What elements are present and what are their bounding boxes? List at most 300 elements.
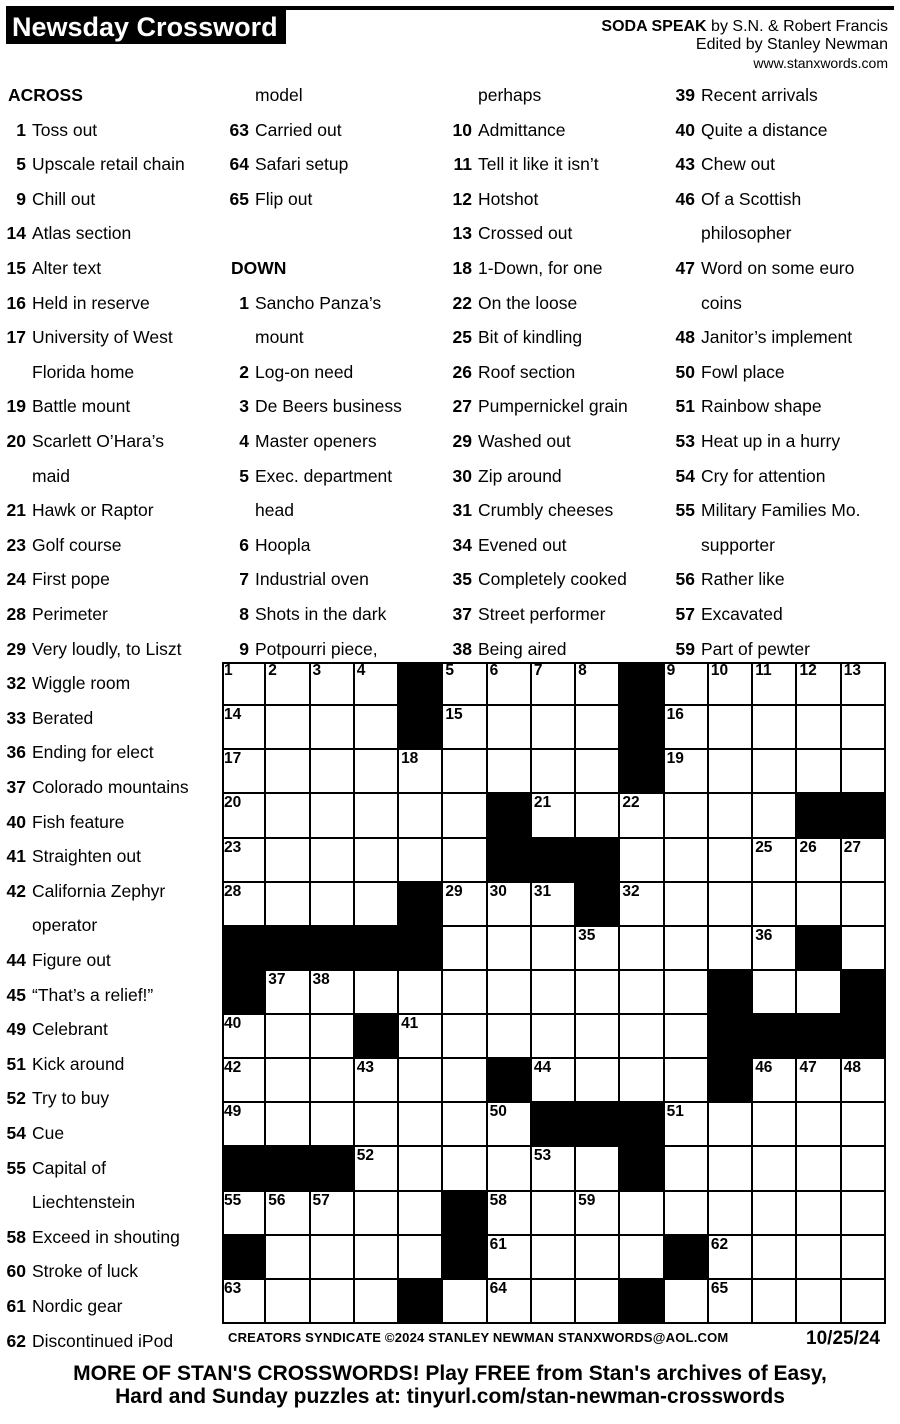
clue bbox=[669, 78, 818, 112]
grid-cell[interactable] bbox=[532, 883, 576, 927]
clue bbox=[446, 216, 572, 250]
grid-cell[interactable] bbox=[797, 662, 841, 706]
cell-number: 41 bbox=[401, 1015, 419, 1033]
clue bbox=[0, 1116, 64, 1150]
grid-cell[interactable] bbox=[842, 1236, 886, 1280]
grid-cell[interactable] bbox=[576, 1236, 620, 1280]
grid-cell[interactable] bbox=[488, 706, 532, 750]
grid-cell[interactable] bbox=[222, 1280, 266, 1324]
grid-cell[interactable] bbox=[753, 750, 797, 794]
clue-text: Figure out bbox=[32, 950, 111, 970]
cell-number: 31 bbox=[533, 882, 552, 900]
grid-cell[interactable] bbox=[532, 927, 576, 971]
grid-cell[interactable] bbox=[576, 794, 620, 838]
grid-cell[interactable] bbox=[620, 1015, 664, 1059]
grid-cell[interactable] bbox=[311, 1280, 355, 1324]
grid-cell[interactable] bbox=[311, 662, 355, 706]
grid-cell[interactable] bbox=[753, 794, 797, 838]
grid-cell[interactable] bbox=[488, 1147, 532, 1191]
grid-cell[interactable] bbox=[355, 1103, 399, 1147]
grid-cell[interactable] bbox=[266, 883, 310, 927]
grid-cell[interactable] bbox=[842, 1103, 886, 1147]
grid-cell[interactable] bbox=[266, 1103, 310, 1147]
cell-number: 11 bbox=[755, 662, 772, 679]
clue bbox=[446, 632, 567, 666]
black-square bbox=[842, 1015, 886, 1059]
grid-cell[interactable] bbox=[443, 662, 487, 706]
grid-cell[interactable] bbox=[665, 1015, 709, 1059]
clue-number: 4 bbox=[239, 431, 249, 451]
grid-cell[interactable] bbox=[266, 1280, 310, 1324]
cell-number: 10 bbox=[710, 662, 729, 679]
grid-cell[interactable] bbox=[266, 662, 310, 706]
grid-cell[interactable] bbox=[753, 1236, 797, 1280]
black-square bbox=[311, 1147, 355, 1191]
black-square bbox=[709, 1059, 753, 1103]
grid-cell[interactable] bbox=[709, 1236, 753, 1280]
cell-number: 42 bbox=[224, 1059, 242, 1077]
grid-cell[interactable] bbox=[753, 1147, 797, 1191]
grid-cell[interactable] bbox=[266, 1059, 310, 1103]
cell-number: 6 bbox=[489, 662, 499, 679]
clue-text: Very loudly, to Liszt bbox=[32, 638, 182, 659]
grid-cell[interactable] bbox=[797, 750, 841, 794]
clue bbox=[0, 597, 108, 631]
grid-cell[interactable] bbox=[532, 1015, 576, 1059]
grid-cell[interactable] bbox=[842, 662, 886, 706]
grid-cell[interactable] bbox=[399, 1192, 443, 1236]
grid-cell[interactable] bbox=[842, 1192, 886, 1236]
grid-cell[interactable] bbox=[753, 1192, 797, 1236]
grid-cell[interactable] bbox=[620, 927, 664, 971]
clue-number: 19 bbox=[6, 396, 26, 417]
grid-cell[interactable] bbox=[355, 971, 399, 1015]
grid-cell[interactable] bbox=[399, 1236, 443, 1280]
cell-number: 35 bbox=[578, 926, 596, 944]
grid-cell[interactable] bbox=[753, 706, 797, 750]
clue-text: Crossed out bbox=[478, 223, 573, 244]
grid-cell[interactable] bbox=[753, 839, 797, 883]
grid-cell[interactable] bbox=[443, 1015, 487, 1059]
grid-cell[interactable] bbox=[266, 1192, 310, 1236]
clue bbox=[0, 147, 185, 181]
grid-cell[interactable] bbox=[797, 1103, 841, 1147]
black-square bbox=[355, 1015, 399, 1059]
grid-cell[interactable] bbox=[443, 1280, 487, 1324]
clue-number: 22 bbox=[452, 292, 472, 313]
clue-number: 35 bbox=[452, 569, 472, 590]
black-square bbox=[620, 1103, 664, 1147]
grid-cell[interactable] bbox=[443, 1103, 487, 1147]
grid-cell[interactable] bbox=[488, 1015, 532, 1059]
grid-cell[interactable] bbox=[311, 794, 355, 838]
grid-cell[interactable] bbox=[399, 1103, 443, 1147]
grid-cell[interactable] bbox=[665, 971, 709, 1015]
grid-cell[interactable] bbox=[266, 706, 310, 750]
grid-cell[interactable] bbox=[311, 1059, 355, 1103]
grid-cell[interactable] bbox=[355, 662, 399, 706]
crossword-grid bbox=[222, 662, 886, 1324]
grid-cell[interactable] bbox=[222, 1059, 266, 1103]
grid-cell[interactable] bbox=[532, 794, 576, 838]
grid-cell[interactable] bbox=[709, 750, 753, 794]
grid-cell[interactable] bbox=[399, 1015, 443, 1059]
grid-cell[interactable] bbox=[753, 1103, 797, 1147]
black-square bbox=[399, 927, 443, 971]
clue-text: Master openers bbox=[255, 431, 377, 451]
grid-cell[interactable] bbox=[797, 1192, 841, 1236]
clue-section-heading: ACROSS bbox=[8, 85, 83, 105]
black-square bbox=[399, 662, 443, 706]
grid-cell[interactable] bbox=[753, 1059, 797, 1103]
grid-cell[interactable] bbox=[753, 1280, 797, 1324]
black-square bbox=[576, 839, 620, 883]
grid-cell[interactable] bbox=[709, 706, 753, 750]
grid-cell[interactable] bbox=[842, 1147, 886, 1191]
syndicate-credit: CREATORS SYNDICATE ©2024 STANLEY NEWMAN STANXWORDS@AOL.COM bbox=[228, 1330, 729, 1345]
grid-cell[interactable] bbox=[665, 1103, 709, 1147]
grid-cell[interactable] bbox=[443, 1147, 487, 1191]
grid-cell[interactable] bbox=[797, 883, 841, 927]
black-square bbox=[576, 1103, 620, 1147]
grid-cell[interactable] bbox=[576, 750, 620, 794]
grid-cell[interactable] bbox=[399, 839, 443, 883]
grid-cell[interactable] bbox=[576, 662, 620, 706]
grid-cell[interactable] bbox=[399, 794, 443, 838]
grid-cell[interactable] bbox=[443, 839, 487, 883]
clue-text: Excavated bbox=[701, 604, 783, 624]
grid-cell[interactable] bbox=[797, 971, 841, 1015]
grid-cell[interactable] bbox=[665, 927, 709, 971]
grid-cell[interactable] bbox=[665, 1059, 709, 1103]
clue bbox=[669, 320, 852, 354]
grid-cell[interactable] bbox=[355, 1236, 399, 1280]
grid-cell[interactable] bbox=[222, 1015, 266, 1059]
grid-cell[interactable] bbox=[576, 1059, 620, 1103]
grid-cell[interactable] bbox=[488, 750, 532, 794]
grid-cell[interactable] bbox=[532, 1192, 576, 1236]
clue bbox=[223, 632, 378, 666]
cell-number: 53 bbox=[533, 1147, 552, 1165]
grid-cell[interactable] bbox=[576, 1192, 620, 1236]
clue-number: 37 bbox=[452, 604, 472, 624]
grid-cell[interactable] bbox=[488, 971, 532, 1015]
grid-cell[interactable] bbox=[532, 1147, 576, 1191]
grid-cell[interactable] bbox=[665, 883, 709, 927]
clue-text: Chew out bbox=[701, 154, 775, 175]
clue-number: 29 bbox=[452, 431, 472, 451]
clue-text: Fowl place bbox=[701, 361, 785, 382]
clue-number: 52 bbox=[6, 1088, 26, 1109]
black-square bbox=[532, 839, 576, 883]
grid-cell[interactable] bbox=[576, 927, 620, 971]
grid-cell[interactable] bbox=[355, 1280, 399, 1324]
grid-cell[interactable] bbox=[709, 1280, 753, 1324]
clue-number: 18 bbox=[452, 258, 472, 278]
grid-cell[interactable] bbox=[266, 839, 310, 883]
clue-text: Crumbly cheeses bbox=[478, 500, 614, 521]
grid-cell[interactable] bbox=[399, 971, 443, 1015]
grid-cell[interactable] bbox=[488, 1103, 532, 1147]
clue-text: Fish feature bbox=[32, 811, 125, 832]
grid-cell[interactable] bbox=[266, 750, 310, 794]
clue-number: 23 bbox=[6, 534, 26, 555]
cell-number: 1 bbox=[224, 662, 233, 679]
cell-number: 47 bbox=[799, 1059, 817, 1077]
grid-cell[interactable] bbox=[576, 706, 620, 750]
clue bbox=[446, 182, 538, 216]
grid-cell[interactable] bbox=[355, 839, 399, 883]
grid-cell[interactable] bbox=[709, 662, 753, 706]
puzzle-name: SODA SPEAK bbox=[601, 18, 707, 35]
cell-number: 61 bbox=[489, 1235, 507, 1253]
clue-number: 13 bbox=[452, 223, 472, 244]
clue bbox=[223, 286, 381, 320]
grid-cell[interactable] bbox=[443, 927, 487, 971]
grid-cell[interactable] bbox=[532, 1280, 576, 1324]
clue-number: 62 bbox=[6, 1330, 26, 1351]
grid-cell[interactable] bbox=[576, 1015, 620, 1059]
cell-number: 57 bbox=[312, 1191, 330, 1209]
grid-cell[interactable] bbox=[620, 1236, 664, 1280]
clue bbox=[223, 182, 312, 216]
grid-cell[interactable] bbox=[665, 839, 709, 883]
grid-cell[interactable] bbox=[488, 927, 532, 971]
clue bbox=[446, 597, 605, 631]
clue-number: 5 bbox=[239, 465, 249, 486]
clue-number: 57 bbox=[675, 604, 695, 624]
cell-number: 4 bbox=[356, 662, 366, 679]
clue-text: “That’s a relief!” bbox=[32, 984, 154, 1005]
grid-cell[interactable] bbox=[222, 794, 266, 838]
grid-cell[interactable] bbox=[709, 794, 753, 838]
grid-cell[interactable] bbox=[355, 706, 399, 750]
clue-number: 48 bbox=[675, 327, 695, 348]
clue-text: Street performer bbox=[478, 604, 606, 624]
grid-cell[interactable] bbox=[355, 794, 399, 838]
grid-cell[interactable] bbox=[488, 662, 532, 706]
grid-cell[interactable] bbox=[665, 1147, 709, 1191]
clue-text: Tell it like it isn’t bbox=[478, 154, 599, 175]
grid-cell[interactable] bbox=[443, 706, 487, 750]
clue bbox=[446, 251, 603, 285]
grid-cell[interactable] bbox=[620, 839, 664, 883]
grid-cell[interactable] bbox=[709, 1192, 753, 1236]
grid-cell[interactable] bbox=[665, 750, 709, 794]
grid-cell[interactable] bbox=[620, 971, 664, 1015]
grid-cell[interactable] bbox=[797, 1059, 841, 1103]
grid-cell[interactable] bbox=[709, 1147, 753, 1191]
clue bbox=[0, 1047, 124, 1081]
clue-text: Straighten out bbox=[32, 846, 141, 867]
cell-number: 9 bbox=[666, 662, 676, 679]
grid-cell[interactable] bbox=[842, 1059, 886, 1103]
grid-cell[interactable] bbox=[443, 1059, 487, 1103]
clue-text: Bit of kindling bbox=[478, 327, 583, 348]
clue-text: Scarlett O’Hara’s bbox=[32, 431, 164, 451]
clue-text: Word on some euro bbox=[701, 258, 855, 278]
grid-cell[interactable] bbox=[665, 706, 709, 750]
grid-cell[interactable] bbox=[222, 839, 266, 883]
clue-text: Heat up in a hurry bbox=[701, 431, 841, 451]
grid-cell[interactable] bbox=[709, 839, 753, 883]
black-square bbox=[842, 971, 886, 1015]
grid-cell[interactable] bbox=[488, 1192, 532, 1236]
grid-cell[interactable] bbox=[797, 1236, 841, 1280]
grid-cell[interactable] bbox=[665, 662, 709, 706]
cell-number: 32 bbox=[622, 882, 640, 900]
grid-cell[interactable] bbox=[620, 1059, 664, 1103]
grid-cell[interactable] bbox=[753, 971, 797, 1015]
grid-cell[interactable] bbox=[222, 1192, 266, 1236]
grid-cell[interactable] bbox=[311, 1236, 355, 1280]
grid-cell[interactable] bbox=[842, 706, 886, 750]
grid-cell[interactable] bbox=[311, 839, 355, 883]
grid-cell[interactable] bbox=[222, 750, 266, 794]
grid-cell[interactable] bbox=[842, 883, 886, 927]
clue-text: Completely cooked bbox=[478, 569, 627, 590]
grid-cell[interactable] bbox=[311, 706, 355, 750]
grid-cell[interactable] bbox=[753, 662, 797, 706]
grid-cell[interactable] bbox=[311, 750, 355, 794]
cell-number: 8 bbox=[578, 662, 587, 679]
clue bbox=[0, 1289, 122, 1323]
grid-cell[interactable] bbox=[355, 1147, 399, 1191]
grid-cell[interactable] bbox=[532, 1236, 576, 1280]
grid-cell[interactable] bbox=[311, 1103, 355, 1147]
grid-cell[interactable] bbox=[222, 1103, 266, 1147]
cell-number: 2 bbox=[268, 662, 277, 679]
grid-cell[interactable] bbox=[665, 1280, 709, 1324]
grid-cell[interactable] bbox=[222, 662, 266, 706]
grid-cell[interactable] bbox=[532, 1059, 576, 1103]
puzzle-date: 10/25/24 bbox=[806, 1328, 880, 1349]
grid-cell[interactable] bbox=[532, 971, 576, 1015]
clue bbox=[0, 978, 153, 1012]
black-square bbox=[842, 794, 886, 838]
grid-cell[interactable] bbox=[222, 706, 266, 750]
grid-cell[interactable] bbox=[311, 1015, 355, 1059]
grid-cell[interactable] bbox=[797, 839, 841, 883]
clue bbox=[0, 113, 97, 147]
grid-cell[interactable] bbox=[311, 883, 355, 927]
grid-cell[interactable] bbox=[576, 971, 620, 1015]
grid-cell[interactable] bbox=[753, 927, 797, 971]
clue-number: 53 bbox=[675, 431, 695, 451]
clue-text: Perimeter bbox=[32, 604, 108, 624]
grid-cell[interactable] bbox=[620, 883, 664, 927]
grid-cell[interactable] bbox=[709, 1103, 753, 1147]
grid-cell[interactable] bbox=[399, 1059, 443, 1103]
grid-cell[interactable] bbox=[620, 1192, 664, 1236]
clue-number: 9 bbox=[239, 638, 249, 659]
clue bbox=[0, 839, 141, 873]
grid-cell[interactable] bbox=[222, 883, 266, 927]
clue bbox=[0, 943, 111, 977]
clue-text: Toss out bbox=[32, 119, 98, 140]
clue-text: Rather like bbox=[701, 569, 785, 590]
grid-cell[interactable] bbox=[576, 1280, 620, 1324]
grid-cell[interactable] bbox=[443, 794, 487, 838]
cell-number: 13 bbox=[843, 662, 861, 679]
clue-text: De Beers business bbox=[255, 396, 402, 417]
grid-cell[interactable] bbox=[753, 883, 797, 927]
clue-number: 42 bbox=[6, 880, 26, 901]
grid-cell[interactable] bbox=[399, 750, 443, 794]
clue-text: Recent arrivals bbox=[701, 85, 818, 105]
grid-cell[interactable] bbox=[488, 1280, 532, 1324]
grid-cell[interactable] bbox=[709, 927, 753, 971]
clue bbox=[669, 389, 822, 423]
grid-cell[interactable] bbox=[443, 750, 487, 794]
clue-text: Stroke of luck bbox=[32, 1261, 139, 1282]
clue-number: 44 bbox=[6, 950, 26, 970]
clue-text: Held in reserve bbox=[32, 292, 150, 313]
grid-cell[interactable] bbox=[355, 1192, 399, 1236]
clue-number: 37 bbox=[6, 777, 26, 797]
clue-number: 31 bbox=[452, 500, 472, 521]
clue-number: 24 bbox=[6, 569, 26, 590]
grid-cell[interactable] bbox=[488, 883, 532, 927]
editor: Edited by Stanley Newman bbox=[695, 36, 888, 53]
grid-cell[interactable] bbox=[797, 706, 841, 750]
grid-cell[interactable] bbox=[355, 750, 399, 794]
grid-cell[interactable] bbox=[532, 706, 576, 750]
grid-cell[interactable] bbox=[443, 883, 487, 927]
grid-cell[interactable] bbox=[443, 971, 487, 1015]
grid-cell[interactable] bbox=[532, 750, 576, 794]
grid-cell[interactable] bbox=[355, 1059, 399, 1103]
clue-number: 30 bbox=[452, 465, 472, 486]
grid-cell[interactable] bbox=[665, 1192, 709, 1236]
grid-cell[interactable] bbox=[797, 1147, 841, 1191]
grid-cell[interactable] bbox=[620, 794, 664, 838]
clue-text: Military Families Mo. bbox=[701, 500, 861, 521]
clue-number: 39 bbox=[675, 85, 695, 105]
clue-number: 61 bbox=[6, 1296, 26, 1316]
black-square bbox=[399, 706, 443, 750]
grid-cell[interactable] bbox=[311, 971, 355, 1015]
grid-cell[interactable] bbox=[488, 1236, 532, 1280]
grid-cell[interactable] bbox=[842, 839, 886, 883]
grid-cell[interactable] bbox=[266, 794, 310, 838]
cell-number: 25 bbox=[755, 838, 773, 856]
grid-cell[interactable] bbox=[842, 927, 886, 971]
grid-cell[interactable] bbox=[709, 883, 753, 927]
grid-cell[interactable] bbox=[532, 662, 576, 706]
grid-cell[interactable] bbox=[842, 1280, 886, 1324]
cell-number: 17 bbox=[224, 750, 242, 768]
grid-cell[interactable] bbox=[797, 1280, 841, 1324]
grid-cell[interactable] bbox=[266, 1015, 310, 1059]
grid-cell[interactable] bbox=[266, 971, 310, 1015]
clue-continuation: maid bbox=[32, 465, 70, 486]
grid-cell[interactable] bbox=[355, 883, 399, 927]
clue bbox=[0, 735, 154, 769]
black-square bbox=[797, 794, 841, 838]
grid-cell[interactable] bbox=[399, 1147, 443, 1191]
clue-number: 45 bbox=[6, 984, 26, 1005]
clue-text: Carried out bbox=[255, 119, 342, 140]
grid-cell[interactable] bbox=[311, 1192, 355, 1236]
grid-cell[interactable] bbox=[842, 750, 886, 794]
cell-number: 12 bbox=[799, 662, 817, 679]
cell-number: 48 bbox=[843, 1059, 861, 1077]
grid-cell[interactable] bbox=[576, 1147, 620, 1191]
grid-cell[interactable] bbox=[266, 1236, 310, 1280]
clue bbox=[0, 770, 189, 804]
grid-cell[interactable] bbox=[665, 794, 709, 838]
